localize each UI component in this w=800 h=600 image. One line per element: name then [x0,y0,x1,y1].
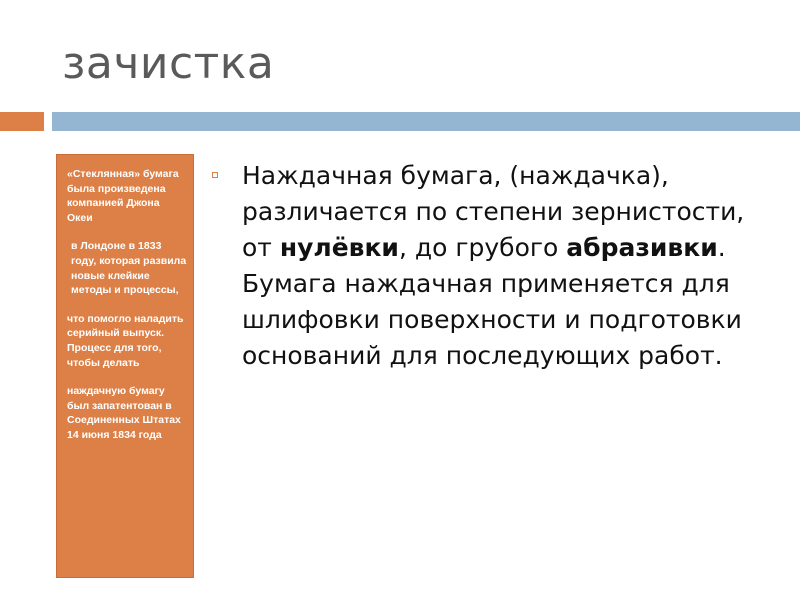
side-note-box [56,154,194,578]
title-underline-accent [0,112,44,131]
main-text-part: , до грубого [398,233,567,262]
side-note-paragraph: наждачную бумагу был запатентован в Соединенных Штатах 14 июня 1834 года [67,385,181,441]
title-underline-bar [52,112,800,131]
bold-term: абразивки [566,233,718,262]
side-note-paragraph: в Лондоне в 1833 году, которая развила новые клейкие методы и процессы, [71,240,187,297]
main-text-part: Бумага наждачная применяется для шлифовки поверхности и подготовки оснований для последующих работ. [242,269,742,370]
slide-title: зачистка [62,38,275,89]
bold-term: нулёвки [279,233,399,262]
bullet-square-icon [212,172,218,178]
side-note-paragraph: что помогло наладить серийный выпуск. Процесс для того, чтобы делать [67,312,184,369]
side-note-paragraph: «Стеклянная» бумага была произведена компанией Джона Океи [67,168,179,224]
main-text-part: . [717,233,726,262]
main-bullet-text [242,158,762,374]
main-text-part: Наждачная бумага, (наждачка), различается по степени зернистости, от [242,161,745,262]
